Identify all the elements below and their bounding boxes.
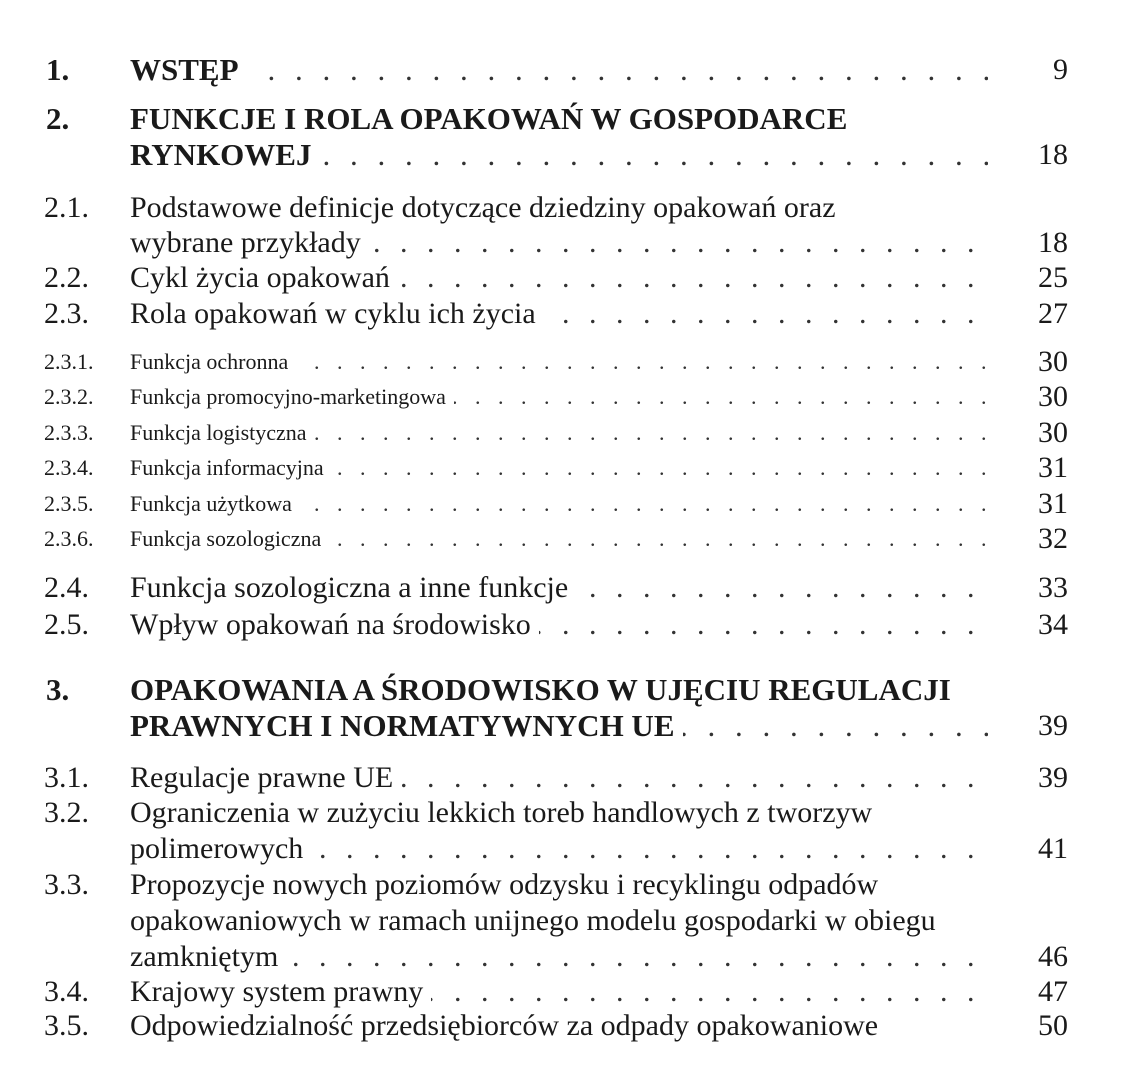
section-title <box>130 795 990 867</box>
section-number: 3. <box>46 672 70 707</box>
section-title <box>130 260 990 296</box>
section-title-line: Funkcja logistyczna <box>130 420 315 445</box>
page-number: 27 <box>1038 297 1068 330</box>
section-number: 2.3.5. <box>44 491 94 516</box>
page-number: 25 <box>1038 261 1068 294</box>
section-number: 3.1. <box>44 761 89 794</box>
page-number: 47 <box>1038 975 1068 1008</box>
section-title-line: Wpływ opakowań na środowisko <box>130 608 539 641</box>
section-title-line: Funkcja użytkowa <box>130 491 300 516</box>
section-number: 2.2. <box>44 261 89 294</box>
section-title <box>130 867 990 975</box>
page-number: 18 <box>1038 226 1068 259</box>
section-number: 3.5. <box>44 1009 89 1042</box>
section-number: 3.3. <box>44 868 89 901</box>
section-title-line: RYNKOWEJ <box>130 137 319 172</box>
section-title-line: opakowaniowych w ramach unijnego modelu gospodarki w obiegu <box>130 904 936 937</box>
page-number: 31 <box>1038 451 1068 484</box>
section-title <box>130 521 990 557</box>
section-title-line: PRAWNYCH I NORMATYWNYCH UE <box>130 708 683 743</box>
section-title <box>130 974 990 1010</box>
section-title <box>130 52 990 88</box>
section-number: 2.1. <box>44 191 89 224</box>
section-title <box>130 1008 990 1044</box>
section-title <box>130 607 990 643</box>
page-number: 41 <box>1038 832 1068 865</box>
page-number: 39 <box>1038 761 1068 794</box>
section-title <box>130 101 990 173</box>
section-title <box>130 760 990 796</box>
section-title-line: Funkcja promocyjno-marketingowa <box>130 384 454 409</box>
section-title-line: Odpowiedzialność przedsiębiorców za odpady opakowaniowe <box>130 1009 886 1042</box>
section-title <box>130 450 990 486</box>
section-title-line: zamkniętym <box>130 940 286 973</box>
section-number: 2.5. <box>44 608 89 641</box>
section-number: 3.4. <box>44 975 89 1008</box>
section-title-line: wybrane przykłady <box>130 226 369 259</box>
section-number: 2.3.4. <box>44 455 94 480</box>
section-title <box>130 672 990 744</box>
section-number: 2.3.3. <box>44 420 94 445</box>
section-title <box>130 486 990 522</box>
section-title-line: Regulacje prawne UE <box>130 761 401 794</box>
section-title-line: Funkcja ochronna <box>130 349 296 374</box>
section-title <box>130 344 990 380</box>
page-number: 33 <box>1038 571 1068 604</box>
section-title-line: polimerowych <box>130 832 311 865</box>
page-number: 31 <box>1038 487 1068 520</box>
section-number: 2.3. <box>44 297 89 330</box>
section-title-line: OPAKOWANIA A ŚRODOWISKO W UJĘCIU REGULACJI <box>130 672 951 707</box>
page-number: 32 <box>1038 522 1068 555</box>
section-title-line: Funkcja informacyjna <box>130 455 332 480</box>
section-title <box>130 379 990 415</box>
page-number: 30 <box>1038 345 1068 378</box>
section-number: 2. <box>46 101 70 136</box>
page-number: 30 <box>1038 380 1068 413</box>
section-number: 2.3.1. <box>44 349 94 374</box>
page-number: 50 <box>1038 1009 1068 1042</box>
section-number: 2.3.2. <box>44 384 94 409</box>
section-title-line: Ograniczenia w zużyciu lekkich toreb handlowych z tworzyw <box>130 796 873 829</box>
page-number: 34 <box>1038 608 1068 641</box>
page-number: 46 <box>1038 940 1068 973</box>
section-number: 2.3.6. <box>44 526 94 551</box>
section-title-line: Rola opakowań w cyklu ich życia <box>130 297 544 330</box>
section-number: 2.4. <box>44 571 89 604</box>
section-title-line: WSTĘP <box>130 52 247 87</box>
section-title-line: Cykl życia opakowań <box>130 261 398 294</box>
section-title-line: FUNKCJE I ROLA OPAKOWAŃ W GOSPODARCE <box>130 101 848 136</box>
section-title-line: Funkcja sozologiczna a inne funkcje <box>130 571 576 604</box>
section-title <box>130 570 990 606</box>
section-title-line: Propozycje nowych poziomów odzysku i recyklingu odpadów <box>130 868 879 901</box>
section-title-line: Funkcja sozologiczna <box>130 526 329 551</box>
page-number: 30 <box>1038 416 1068 449</box>
section-number: 3.2. <box>44 796 89 829</box>
page-number: 9 <box>1053 53 1068 86</box>
section-title <box>130 415 990 451</box>
section-number: 1. <box>46 52 70 87</box>
section-title <box>130 296 990 332</box>
section-title-line: Podstawowe definicje dotyczące dziedziny opakowań oraz <box>130 191 836 224</box>
section-title <box>130 190 990 260</box>
page-number: 39 <box>1038 709 1068 742</box>
section-title-line: Krajowy system prawny <box>130 975 431 1008</box>
page-number: 18 <box>1038 138 1068 171</box>
